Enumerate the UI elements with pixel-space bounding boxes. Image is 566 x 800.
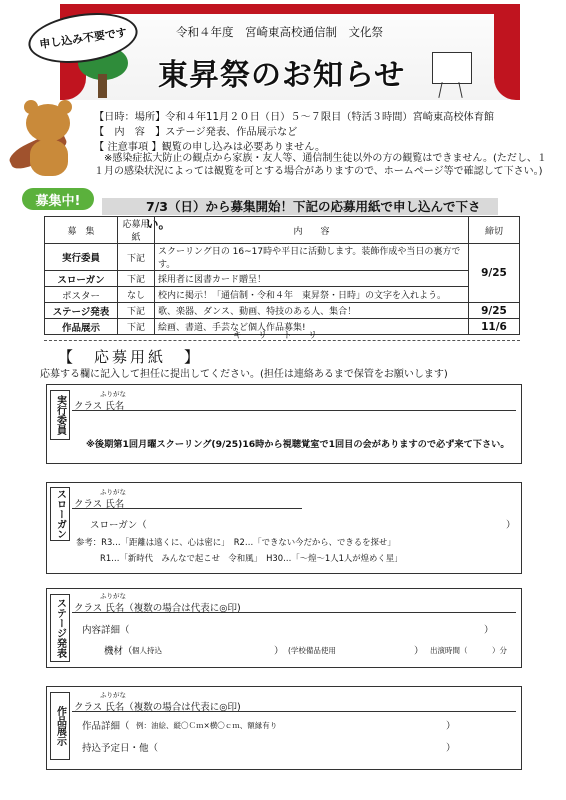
curtain-valance <box>60 4 520 14</box>
cell-content: スクーリング日の 16~17時や平日に活動します。装飾作成や当日の裏方です。 <box>155 244 469 271</box>
curtain-right <box>494 4 520 100</box>
furigana-label: ふりがな <box>100 488 126 496</box>
equipment-label[interactable]: 機材（ <box>104 646 133 657</box>
table-row <box>45 244 520 271</box>
carry-in-close: ） <box>446 743 456 754</box>
table-header: 締切 <box>469 217 520 244</box>
stage-detail-label[interactable]: 内容詳細（ <box>82 625 130 636</box>
works-detail-label[interactable]: 作品詳細（ <box>82 721 130 732</box>
class-name-label[interactable]: クラス 氏名 <box>74 499 125 510</box>
bear-body <box>30 140 68 176</box>
cell-category: 作品展示 <box>45 319 118 335</box>
class-name-label[interactable]: クラス 氏名（複数の場合は代表に◎印) <box>74 702 241 713</box>
info-date: 【日時：場所】令和４年11月２０日（日）５～７限目（特活３時間）宮崎東高校体育館 <box>94 112 495 123</box>
stage-side-label: ステージ発表 <box>50 594 70 662</box>
works-side-label: 作品展示 <box>50 692 70 760</box>
cell-content: 校内に掲示！「通信制・令和４年 東昇祭・日時」の文字を入れよう。 <box>155 287 469 303</box>
cell-form: なし <box>118 287 155 303</box>
cell-deadline: 11/6 <box>469 319 520 335</box>
slogan-reference: R1…「新時代 みんなで起こせ 令和風」 H30…「～煌～1人1人が煌めく星」 <box>100 553 403 563</box>
furigana-label: ふりがな <box>100 390 126 398</box>
name-line <box>72 410 516 411</box>
class-name-label[interactable]: クラス 氏名 <box>74 401 125 412</box>
bear-mascot-icon <box>26 104 70 142</box>
page-title: 東昇祭のお知らせ <box>158 58 406 93</box>
recruit-banner: 7/3（日）から募集開始！下記の応募用紙で申し込んで下さい。 <box>102 198 498 215</box>
cell-deadline: 9/25 <box>469 303 520 319</box>
cell-category: スローガン <box>45 271 118 287</box>
committee-note: ※後期第1回月曜スクーリング(9/25)16時から視聴覚室で1回目の会がありますので必ず来て下さい。 <box>86 439 510 450</box>
carry-in-date-label[interactable]: 持込予定日・他（ <box>82 743 159 754</box>
name-line <box>72 711 516 712</box>
page-subtitle: 令和４年度 宮崎東高校通信制 文化祭 <box>176 25 383 39</box>
cell-form: 下記 <box>118 271 155 287</box>
table-header: 応募用紙 <box>118 217 155 244</box>
cell-form: 下記 <box>118 319 155 335</box>
works-detail-hint: 例：油絵、縦〇Ｃｍ×横〇ｃｍ、額縁有り <box>136 721 278 730</box>
form-instructions: 応募する欄に記入して担任に提出してください。(担任は連絡あるまで保管をお願いします) <box>40 369 448 380</box>
recruit-table <box>44 216 520 335</box>
stage-detail-close: ） <box>484 625 494 636</box>
cell-category: ステージ発表 <box>45 303 118 319</box>
performance-time-label[interactable]: 出演時間（ <box>430 646 468 655</box>
info-notice: 【 注意事項 】観覧の申し込みは必要ありません。 <box>94 142 326 153</box>
cut-line-label: キリトリ <box>232 331 333 341</box>
cell-category: ポスター <box>45 287 118 303</box>
form-title: 【 応募用紙 】 <box>58 348 203 366</box>
table-row <box>45 287 520 303</box>
cell-form: 下記 <box>118 244 155 271</box>
name-line <box>72 612 516 613</box>
slogan-side-label: スローガン <box>50 487 70 541</box>
equipment-close: ） <box>414 646 424 657</box>
table-header: 募 集 <box>45 217 118 244</box>
covid-note: ※感染症拡大防止の観点から家族・友人等、通信制生徒以外の方の観覧はできません。(ただし、１１月の感染状況によっては観覧を可とする場合がありますので、ホームページ等で確認して下さい。) <box>94 153 547 177</box>
table-row <box>45 271 520 287</box>
cut-line <box>44 340 520 341</box>
equipment-school-label[interactable]: (学校備品使用 <box>288 646 336 655</box>
furigana-label: ふりがな <box>100 592 126 600</box>
cell-content: 採用者に図書カード贈呈！ <box>155 271 469 287</box>
slogan-reference: 参考：R3…「距離は遠くに、心は密に」 R2…「できない今だから、できるを探せ」 <box>76 537 396 547</box>
performance-time-unit: ）分 <box>492 646 507 655</box>
easel-icon <box>432 52 472 84</box>
equipment-close: ） <box>274 646 284 657</box>
tree-trunk <box>98 74 107 98</box>
class-name-label[interactable]: クラス 氏名（複数の場合は代表に◎印) <box>74 603 241 614</box>
equipment-own-label: 個人持込 <box>132 646 162 655</box>
slogan-input-label[interactable]: スローガン（ <box>90 520 147 531</box>
furigana-label: ふりがな <box>100 691 126 699</box>
stamp-text: 申し込み不要です <box>38 25 128 52</box>
cell-content: 絵画、書道、手芸など個人作品募集! <box>155 319 469 335</box>
slogan-close: ） <box>506 520 516 531</box>
table-header-row <box>45 217 520 244</box>
cell-form: 下記 <box>118 303 155 319</box>
table-header: 内 容 <box>155 217 469 244</box>
cell-deadline: 9/25 <box>469 244 520 303</box>
works-detail-close: ） <box>446 721 456 732</box>
cell-content: 歌、楽器、ダンス、動画、特技のある人、集合！ <box>155 303 469 319</box>
cell-category: 実行委員 <box>45 244 118 271</box>
table-row <box>45 303 520 319</box>
recruiting-badge: 募集中! <box>22 188 94 210</box>
info-content: 【 内 容 】ステージ発表、作品展示など <box>94 127 298 138</box>
name-line <box>72 508 302 509</box>
committee-side-label: 実行委員 <box>50 390 70 440</box>
